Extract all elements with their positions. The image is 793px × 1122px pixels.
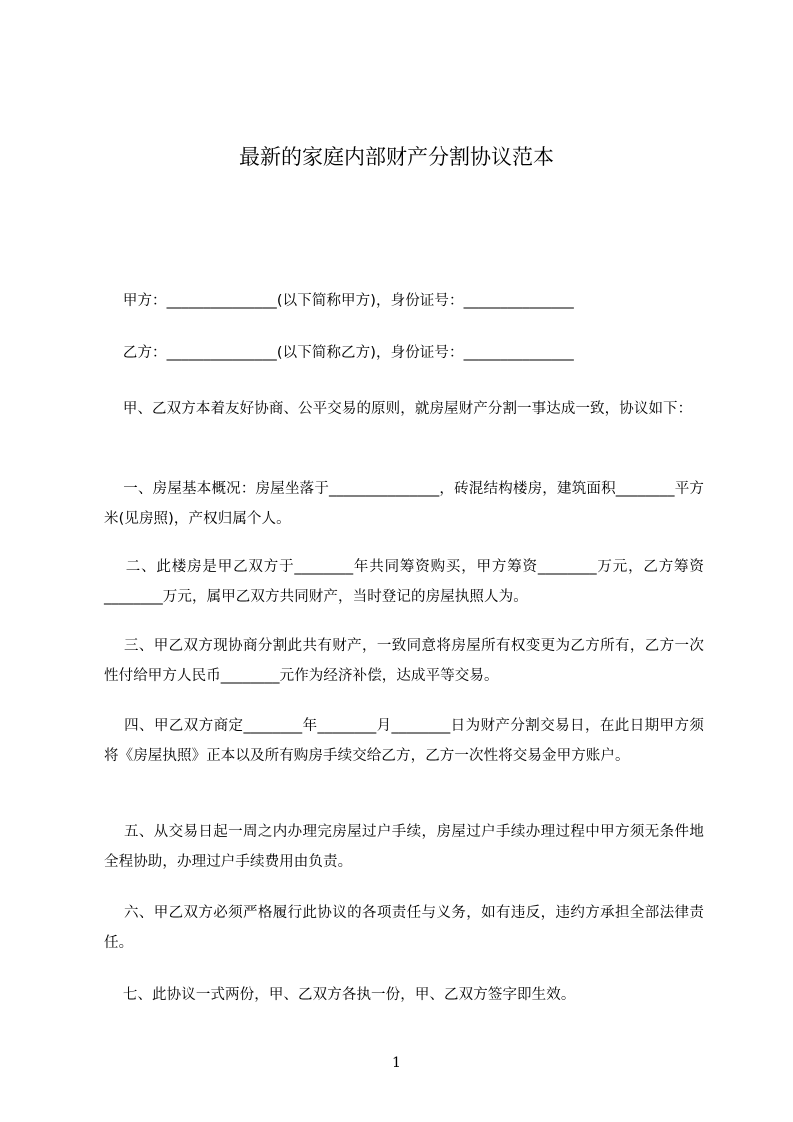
clause-3-paragraph: 三、甲乙双方现协商分割此共有财产，一致同意将房屋所有权变更为乙方所有，乙方一次性付给甲方人民币________元作为经济补偿，达成平等交易。 — [104, 638, 704, 684]
document-title: 最新的家庭内部财产分割协议范本 — [239, 145, 554, 169]
party-a-line: 甲方：_______________(以下简称甲方)，身份证号：_______________ — [104, 293, 574, 309]
clause-7-paragraph: 七、此协议一式两份，甲、乙双方各执一份，甲、乙双方签字即生效。 — [104, 987, 576, 1003]
page-number: 1 — [392, 1055, 401, 1071]
clause-6-paragraph: 六、甲乙双方必须严格履行此协议的各项责任与义务，如有违反，违约方承担全部法律责任。 — [104, 905, 704, 951]
clause-4-paragraph: 四、甲乙双方商定________年________月________日为财产分割交易日，在此日期甲方须将《房屋执照》正本以及所有购房手续交给乙方，乙方一次性将交易金甲方账户。 — [104, 718, 704, 764]
clause-1-paragraph: 一、房屋基本概况：房屋坐落于_______________，砖混结构楼房，建筑面积________平方米(见房照)，产权归属个人。 — [104, 481, 704, 527]
clause-2-paragraph: 二、此楼房是甲乙双方于________年共同筹资购买，甲方筹资________万元，乙方筹资________万元，属甲乙双方共同财产，当时登记的房屋执照人为。 — [104, 559, 704, 605]
clause-5-paragraph: 五、从交易日起一周之内办理完房屋过户手续，房屋过户手续办理过程中甲方须无条件地全程协助，办理过户手续费用由负责。 — [104, 824, 704, 870]
party-b-line: 乙方：_______________(以下简称乙方)，身份证号：_______________ — [104, 345, 574, 361]
preamble-paragraph: 甲、乙双方本着友好协商、公平交易的原则，就房屋财产分割一事达成一致，协议如下： — [104, 401, 693, 417]
